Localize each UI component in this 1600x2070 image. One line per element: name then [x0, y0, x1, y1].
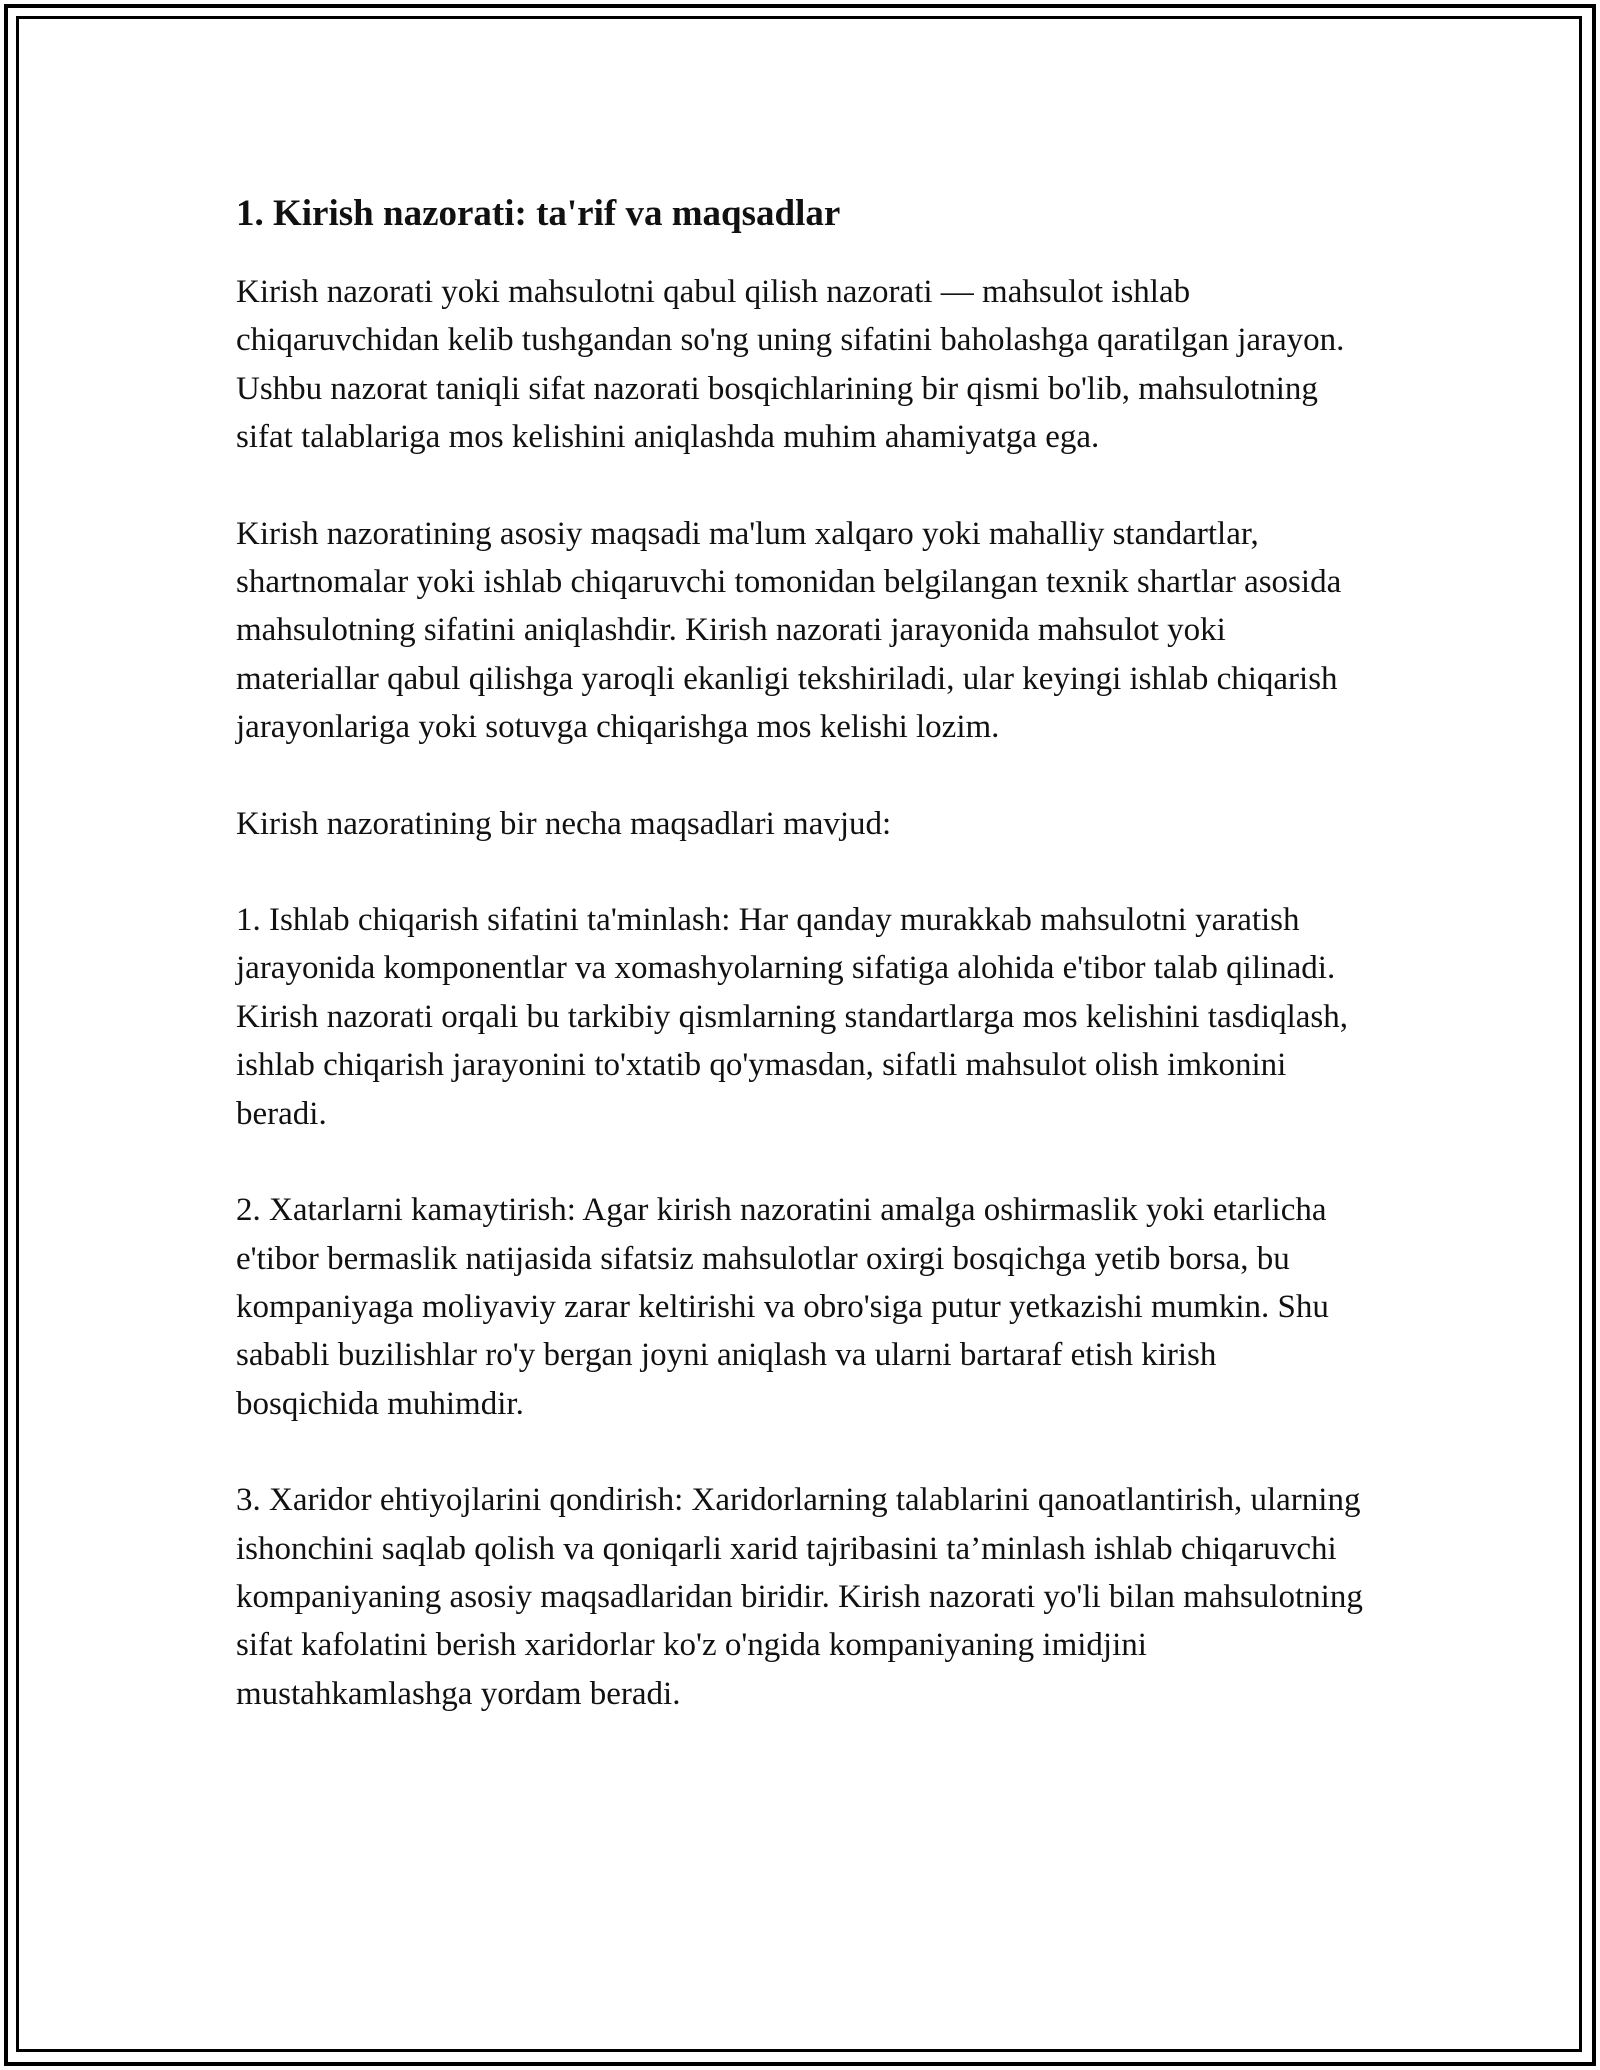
goal-item-quality: 1. Ishlab chiqarish sifatini ta'minlash: Har qanday murakkab mahsulotni yaratish jarayonida komponentlar va xomashyolarning sifatiga alohida e'tibor talab qilinadi. Kirish nazorati orqali bu tarkibiy qismlarning standartlarga mos kelishini tasdiqlash, ishlab chiqarish jarayonini to'xtatib qo'ymasdan, sifatli mahsulot olish imkonini beradi.: [236, 902, 1349, 1132]
paragraph-definition: Kirish nazorati yoki mahsulotni qabul qilish nazorati — mahsulot ishlab chiqaruvchidan kelib tushgandan so'ng uning sifatini baholashga qaratilgan jarayon. Ushbu nazorat taniqli sifat nazorati bosqichlarining bir qismi bo'lib, mahsulotning sifat talablariga mos kelishini aniqlashda muhim ahamiyatga ega.: [236, 274, 1345, 456]
document-body: [236, 186, 1366, 1766]
goal-item-customer: 3. Xaridor ehtiyojlarini qondirish: Xaridorlarning talablarini qanoatlantirish, ularning ishonchini saqlab qolish va qoniqarli xarid tajribasini ta’minlash ishlab chiqaruvchi kompaniyaning asosiy maqsadlaridan biridir. Kirish nazorati yo'li bilan mahsulotning sifat kafolatini berish xaridorlar ko'z o'ngida kompaniyaning imidjini mustahkamlashga yordam beradi.: [236, 1482, 1363, 1712]
paragraph-main-goal: Kirish nazoratining asosiy maqsadi ma'lum xalqaro yoki mahalliy standartlar, shartnomalar yoki ishlab chiqaruvchi tomonidan belgilangan texnik shartlar asosida mahsulotning sifatini aniqlashdir. Kirish nazorati jarayonida mahsulot yoki materiallar qabul qilishga yaroqli ekanligi tekshiriladi, ular keyingi ishlab chiqarish jarayonlariga yoki sotuvga chiqarishga mos kelishi lozim.: [236, 515, 1342, 746]
goal-item-risk: 2. Xatarlarni kamaytirish: Agar kirish nazoratini amalga oshirmaslik yoki etarlicha e'tibor bermaslik natijasida sifatsiz mahsulotlar oxirgi bosqichga yetib borsa, bu kompaniyaga moliyaviy zarar keltirishi va obro'siga putur yetkazishi mumkin. Shu sababli buzilishlar ro'y bergan joyni aniqlash va ularni bartaraf etish kirish bosqichida muhimdir.: [236, 1192, 1329, 1422]
section-title: 1. Kirish nazorati: ta'rif va maqsadlar: [236, 193, 841, 234]
paragraph-goals-intro: Kirish nazoratining bir necha maqsadlari mavjud:: [236, 805, 892, 842]
